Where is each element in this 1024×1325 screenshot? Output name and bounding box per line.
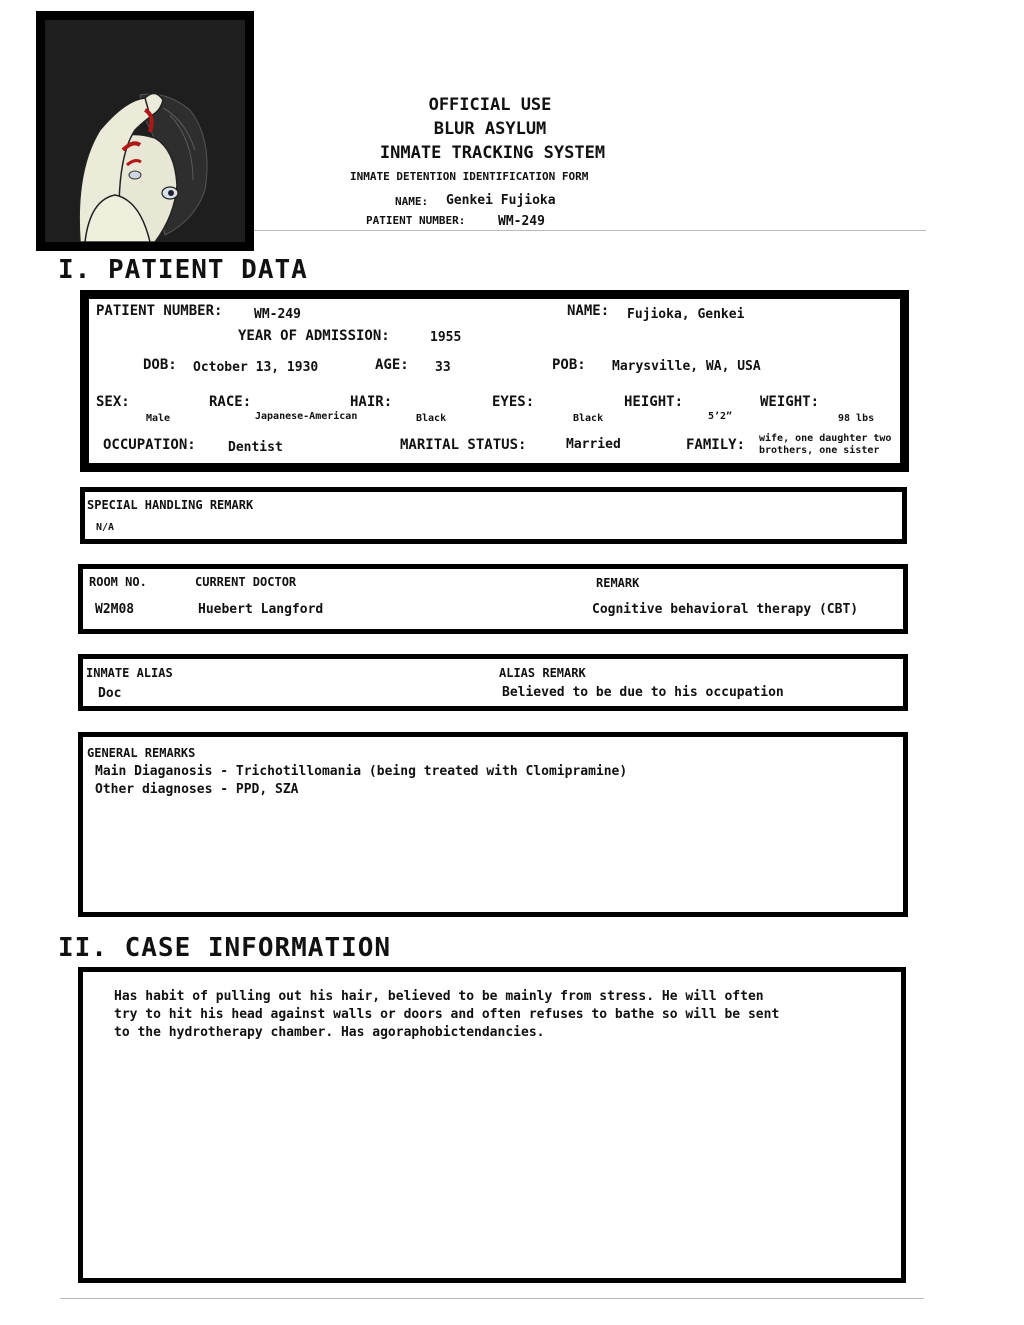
form-title: INMATE DETENTION IDENTIFICATION FORM xyxy=(350,170,589,183)
room-doctor-box xyxy=(78,564,908,634)
room-number-label: ROOM NO. xyxy=(89,575,147,589)
header-official-use: OFFICIAL USE xyxy=(428,95,552,115)
case-information-box xyxy=(78,967,906,1283)
patient-number-value: WM-249 xyxy=(254,307,301,322)
header-name-label: NAME: xyxy=(395,195,429,208)
race-value: Japanese-American xyxy=(255,411,358,422)
general-remarks-line2: Other diagnoses - PPD, SZA xyxy=(95,782,299,797)
case-info-line1: Has habit of pulling out his hair, believed to be mainly from stress. He will often xyxy=(114,989,764,1004)
patient-data-box xyxy=(80,290,909,472)
occupation-label: OCCUPATION: xyxy=(103,437,196,453)
height-label: HEIGHT: xyxy=(624,394,684,410)
hair-label: HAIR: xyxy=(350,394,393,410)
header-divider xyxy=(254,230,926,231)
footer-divider xyxy=(60,1298,924,1299)
marital-status-label: MARITAL STATUS: xyxy=(400,437,527,453)
family-value-line2: brothers, one sister xyxy=(759,445,880,456)
year-of-admission-value: 1955 xyxy=(430,330,462,345)
header-asylum-name: BLUR ASYLUM xyxy=(433,119,547,139)
patient-number-label: PATIENT NUMBER: xyxy=(96,303,223,319)
remark-label: REMARK xyxy=(596,576,640,590)
pob-value: Marysville, WA, USA xyxy=(612,359,761,374)
special-handling-value: N/A xyxy=(96,522,115,533)
section-title-patient-data: I. PATIENT DATA xyxy=(58,255,308,285)
current-doctor-label: CURRENT DOCTOR xyxy=(195,575,297,589)
special-handling-box xyxy=(80,487,907,544)
current-doctor-value: Huebert Langford xyxy=(198,602,324,617)
case-info-line3: to the hydrotherapy chamber. Has agoraphobictendancies. xyxy=(114,1025,545,1040)
room-number-value: W2M08 xyxy=(95,602,135,617)
general-remarks-box xyxy=(78,732,908,917)
section-title-case-information: II. CASE INFORMATION xyxy=(58,933,392,963)
hair-value: Black xyxy=(416,413,447,424)
family-label: FAMILY: xyxy=(686,437,746,453)
header-system-name: INMATE TRACKING SYSTEM xyxy=(379,143,606,163)
age-label: AGE: xyxy=(375,357,409,373)
inmate-alias-label: INMATE ALIAS xyxy=(86,666,173,680)
race-label: RACE: xyxy=(209,394,252,410)
general-remarks-line1: Main Diaganosis - Trichotillomania (being treated with Clomipramine) xyxy=(95,764,628,779)
header-patient-number-label: PATIENT NUMBER: xyxy=(366,214,466,227)
dob-value: October 13, 1930 xyxy=(193,360,319,375)
weight-label: WEIGHT: xyxy=(760,394,820,410)
inmate-alias-value: Doc xyxy=(98,686,122,701)
pob-label: POB: xyxy=(552,357,586,373)
alias-remark-label: ALIAS REMARK xyxy=(499,666,586,680)
alias-remark-value: Believed to be due to his occupation xyxy=(502,685,784,700)
age-value: 33 xyxy=(435,360,451,375)
family-value-line1: wife, one daughter two xyxy=(759,433,892,444)
header-patient-number-value: WM-249 xyxy=(498,214,545,229)
sex-value: Male xyxy=(146,413,171,424)
sex-label: SEX: xyxy=(96,394,130,410)
case-info-line2: try to hit his head against walls or doors and often refuses to bathe so will be sent xyxy=(114,1007,780,1022)
patient-photo xyxy=(36,11,254,251)
weight-value: 98 lbs xyxy=(838,413,875,424)
remark-value: Cognitive behavioral therapy (CBT) xyxy=(592,602,859,617)
name-label: NAME: xyxy=(567,303,610,319)
dob-label: DOB: xyxy=(143,357,177,373)
header-name-value: Genkei Fujioka xyxy=(446,193,556,208)
occupation-value: Dentist xyxy=(228,440,283,455)
eyes-label: EYES: xyxy=(492,394,535,410)
height-value: 5’2” xyxy=(708,411,733,422)
marital-status-value: Married xyxy=(566,437,621,452)
year-of-admission-label: YEAR OF ADMISSION: xyxy=(238,328,390,344)
inmate-alias-box xyxy=(78,654,908,711)
special-handling-label: SPECIAL HANDLING REMARK xyxy=(87,498,254,512)
eyes-value: Black xyxy=(573,413,604,424)
name-value: Fujioka, Genkei xyxy=(627,307,745,322)
general-remarks-label: GENERAL REMARKS xyxy=(87,746,196,760)
portrait-illustration xyxy=(45,20,245,242)
